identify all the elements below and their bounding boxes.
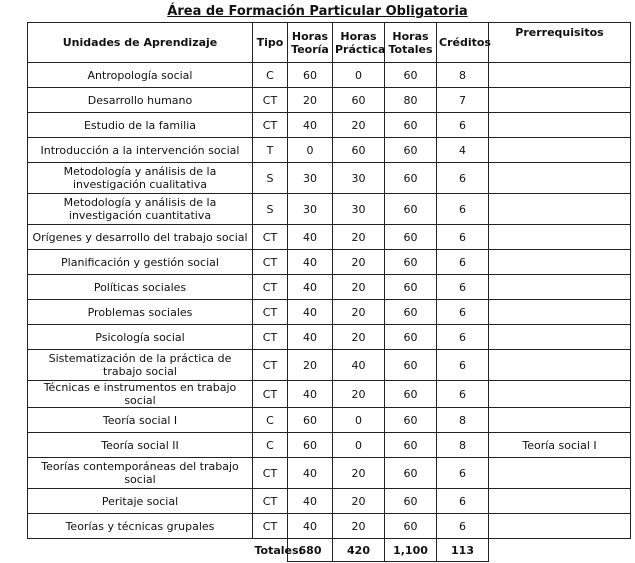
header-unidades: Unidades de Aprendizaje xyxy=(28,23,253,63)
cell-creditos: 6 xyxy=(437,275,489,300)
cell-horas-totales: 60 xyxy=(385,113,437,138)
cell-horas-teoria: 40 xyxy=(288,514,333,539)
cell-tipo: CT xyxy=(253,300,288,325)
cell-horas-practica: 20 xyxy=(333,489,385,514)
table-row xyxy=(28,433,631,458)
cell-horas-practica: 20 xyxy=(333,275,385,300)
table-row xyxy=(28,300,631,325)
header-tipo: Tipo xyxy=(253,23,288,63)
cell-horas-teoria: 60 xyxy=(288,433,333,458)
table-row xyxy=(28,225,631,250)
cell-horas-teoria: 40 xyxy=(288,300,333,325)
cell-creditos: 8 xyxy=(437,408,489,433)
cell-unidad: Desarrollo humano xyxy=(28,88,253,113)
cell-horas-teoria: 40 xyxy=(288,225,333,250)
header-horas-totales: Horas Totales xyxy=(385,23,437,63)
cell-horas-teoria: 40 xyxy=(288,458,333,489)
table-row xyxy=(28,113,631,138)
cell-unidad: Psicología social xyxy=(28,325,253,350)
cell-horas-teoria: 60 xyxy=(288,408,333,433)
cell-horas-totales: 60 xyxy=(385,433,437,458)
cell-horas-teoria: 60 xyxy=(288,63,333,88)
cell-creditos: 8 xyxy=(437,433,489,458)
cell-horas-teoria: 30 xyxy=(288,163,333,194)
cell-horas-teoria: 0 xyxy=(288,138,333,163)
cell-creditos: 6 xyxy=(437,250,489,275)
cell-creditos: 6 xyxy=(437,514,489,539)
total-horas-teoria: 680 xyxy=(288,539,333,562)
cell-prerrequisitos xyxy=(489,138,631,163)
cell-creditos: 6 xyxy=(437,381,489,408)
cell-horas-totales: 60 xyxy=(385,300,437,325)
cell-prerrequisitos: Teoría social I xyxy=(489,433,631,458)
cell-horas-totales: 80 xyxy=(385,88,437,113)
header-horas-practica: Horas Práctica xyxy=(333,23,385,63)
cell-horas-totales: 60 xyxy=(385,489,437,514)
table-row xyxy=(28,325,631,350)
cell-prerrequisitos xyxy=(489,250,631,275)
cell-tipo: CT xyxy=(253,113,288,138)
cell-horas-practica: 20 xyxy=(333,225,385,250)
cell-unidad: Teoría social I xyxy=(28,408,253,433)
cell-horas-teoria: 30 xyxy=(288,194,333,225)
cell-horas-practica: 20 xyxy=(333,458,385,489)
cell-tipo: CT xyxy=(253,350,288,381)
cell-unidad: Planificación y gestión social xyxy=(28,250,253,275)
cell-tipo: C xyxy=(253,63,288,88)
cell-horas-totales: 60 xyxy=(385,458,437,489)
cell-tipo: CT xyxy=(253,514,288,539)
cell-unidad: Teoría social II xyxy=(28,433,253,458)
header-prerrequisitos: Prerrequisitos xyxy=(489,23,631,63)
cell-unidad: Teorías y técnicas grupales xyxy=(28,514,253,539)
cell-horas-teoria: 40 xyxy=(288,113,333,138)
cell-tipo: CT xyxy=(253,225,288,250)
totals-row xyxy=(28,539,631,562)
cell-creditos: 6 xyxy=(437,194,489,225)
cell-prerrequisitos xyxy=(489,300,631,325)
cell-unidad: Antropología social xyxy=(28,63,253,88)
cell-prerrequisitos xyxy=(489,381,631,408)
cell-creditos: 6 xyxy=(437,225,489,250)
header-horas-teoria: Horas Teoría xyxy=(288,23,333,63)
table-row xyxy=(28,489,631,514)
cell-tipo: CT xyxy=(253,489,288,514)
cell-horas-practica: 30 xyxy=(333,194,385,225)
cell-creditos: 4 xyxy=(437,138,489,163)
cell-horas-totales: 60 xyxy=(385,381,437,408)
cell-horas-practica: 60 xyxy=(333,138,385,163)
totals-label: Totales: xyxy=(254,543,303,557)
table-row xyxy=(28,250,631,275)
cell-horas-practica: 0 xyxy=(333,433,385,458)
cell-horas-totales: 60 xyxy=(385,350,437,381)
cell-horas-practica: 30 xyxy=(333,163,385,194)
cell-unidad: Políticas sociales xyxy=(28,275,253,300)
cell-prerrequisitos xyxy=(489,458,631,489)
cell-unidad: Metodología y análisis de la investigación cualitativa xyxy=(28,163,253,194)
cell-creditos: 6 xyxy=(437,458,489,489)
cell-horas-practica: 20 xyxy=(333,250,385,275)
cell-horas-totales: 60 xyxy=(385,225,437,250)
curriculum-table xyxy=(27,22,631,562)
cell-prerrequisitos xyxy=(489,163,631,194)
cell-prerrequisitos xyxy=(489,194,631,225)
cell-horas-practica: 20 xyxy=(333,300,385,325)
cell-tipo: CT xyxy=(253,458,288,489)
cell-tipo: C xyxy=(253,433,288,458)
cell-horas-teoria: 20 xyxy=(288,88,333,113)
cell-tipo: CT xyxy=(253,275,288,300)
cell-unidad: Estudio de la familia xyxy=(28,113,253,138)
cell-unidad: Problemas sociales xyxy=(28,300,253,325)
table-row xyxy=(28,275,631,300)
cell-horas-totales: 60 xyxy=(385,275,437,300)
cell-horas-totales: 60 xyxy=(385,194,437,225)
cell-unidad: Orígenes y desarrollo del trabajo social xyxy=(28,225,253,250)
cell-prerrequisitos xyxy=(489,489,631,514)
cell-creditos: 6 xyxy=(437,300,489,325)
cell-tipo: S xyxy=(253,194,288,225)
cell-horas-practica: 20 xyxy=(333,113,385,138)
cell-horas-teoria: 20 xyxy=(288,350,333,381)
cell-prerrequisitos xyxy=(489,275,631,300)
cell-horas-teoria: 40 xyxy=(288,325,333,350)
cell-tipo: T xyxy=(253,138,288,163)
cell-unidad: Sistematización de la práctica de trabajo social xyxy=(28,350,253,381)
table-row xyxy=(28,381,631,408)
cell-tipo: CT xyxy=(253,381,288,408)
cell-creditos: 6 xyxy=(437,113,489,138)
cell-horas-practica: 0 xyxy=(333,63,385,88)
cell-prerrequisitos xyxy=(489,88,631,113)
cell-horas-totales: 60 xyxy=(385,325,437,350)
cell-horas-totales: 60 xyxy=(385,514,437,539)
table-row xyxy=(28,163,631,194)
cell-horas-teoria: 40 xyxy=(288,250,333,275)
cell-unidad: Introducción a la intervención social xyxy=(28,138,253,163)
cell-creditos: 8 xyxy=(437,63,489,88)
cell-tipo: CT xyxy=(253,325,288,350)
total-horas-practica: 420 xyxy=(333,539,385,562)
table-title: Área de Formación Particular Obligatoria xyxy=(167,4,468,19)
cell-unidad: Metodología y análisis de la investigación cuantitativa xyxy=(28,194,253,225)
total-horas-totales: 1,100 xyxy=(385,539,437,562)
cell-prerrequisitos xyxy=(489,113,631,138)
cell-prerrequisitos xyxy=(489,514,631,539)
cell-horas-teoria: 40 xyxy=(288,275,333,300)
cell-horas-teoria: 40 xyxy=(288,381,333,408)
cell-horas-totales: 60 xyxy=(385,63,437,88)
cell-horas-practica: 40 xyxy=(333,350,385,381)
cell-tipo: CT xyxy=(253,88,288,113)
cell-tipo: CT xyxy=(253,250,288,275)
total-creditos: 113 xyxy=(437,539,489,562)
cell-unidad: Peritaje social xyxy=(28,489,253,514)
header-creditos: Créditos xyxy=(437,23,489,63)
cell-horas-practica: 20 xyxy=(333,514,385,539)
cell-prerrequisitos xyxy=(489,408,631,433)
cell-horas-practica: 20 xyxy=(333,381,385,408)
table-row xyxy=(28,350,631,381)
cell-horas-totales: 60 xyxy=(385,163,437,194)
cell-prerrequisitos xyxy=(489,225,631,250)
table-row xyxy=(28,138,631,163)
cell-horas-practica: 0 xyxy=(333,408,385,433)
cell-creditos: 6 xyxy=(437,489,489,514)
table-row xyxy=(28,408,631,433)
table-row xyxy=(28,194,631,225)
cell-tipo: S xyxy=(253,163,288,194)
table-row xyxy=(28,63,631,88)
cell-creditos: 6 xyxy=(437,163,489,194)
cell-horas-practica: 60 xyxy=(333,88,385,113)
cell-horas-totales: 60 xyxy=(385,250,437,275)
cell-unidad: Teorías contemporáneas del trabajo social xyxy=(28,458,253,489)
header-row xyxy=(28,23,631,63)
table-row xyxy=(28,514,631,539)
cell-unidad: Técnicas e instrumentos en trabajo social xyxy=(28,381,253,408)
cell-horas-practica: 20 xyxy=(333,325,385,350)
cell-prerrequisitos xyxy=(489,325,631,350)
cell-horas-totales: 60 xyxy=(385,138,437,163)
cell-creditos: 6 xyxy=(437,350,489,381)
cell-horas-totales: 60 xyxy=(385,408,437,433)
cell-prerrequisitos xyxy=(489,350,631,381)
cell-creditos: 6 xyxy=(437,325,489,350)
cell-prerrequisitos xyxy=(489,63,631,88)
cell-horas-teoria: 40 xyxy=(288,489,333,514)
cell-creditos: 7 xyxy=(437,88,489,113)
table-row xyxy=(28,88,631,113)
table-row xyxy=(28,458,631,489)
cell-tipo: C xyxy=(253,408,288,433)
